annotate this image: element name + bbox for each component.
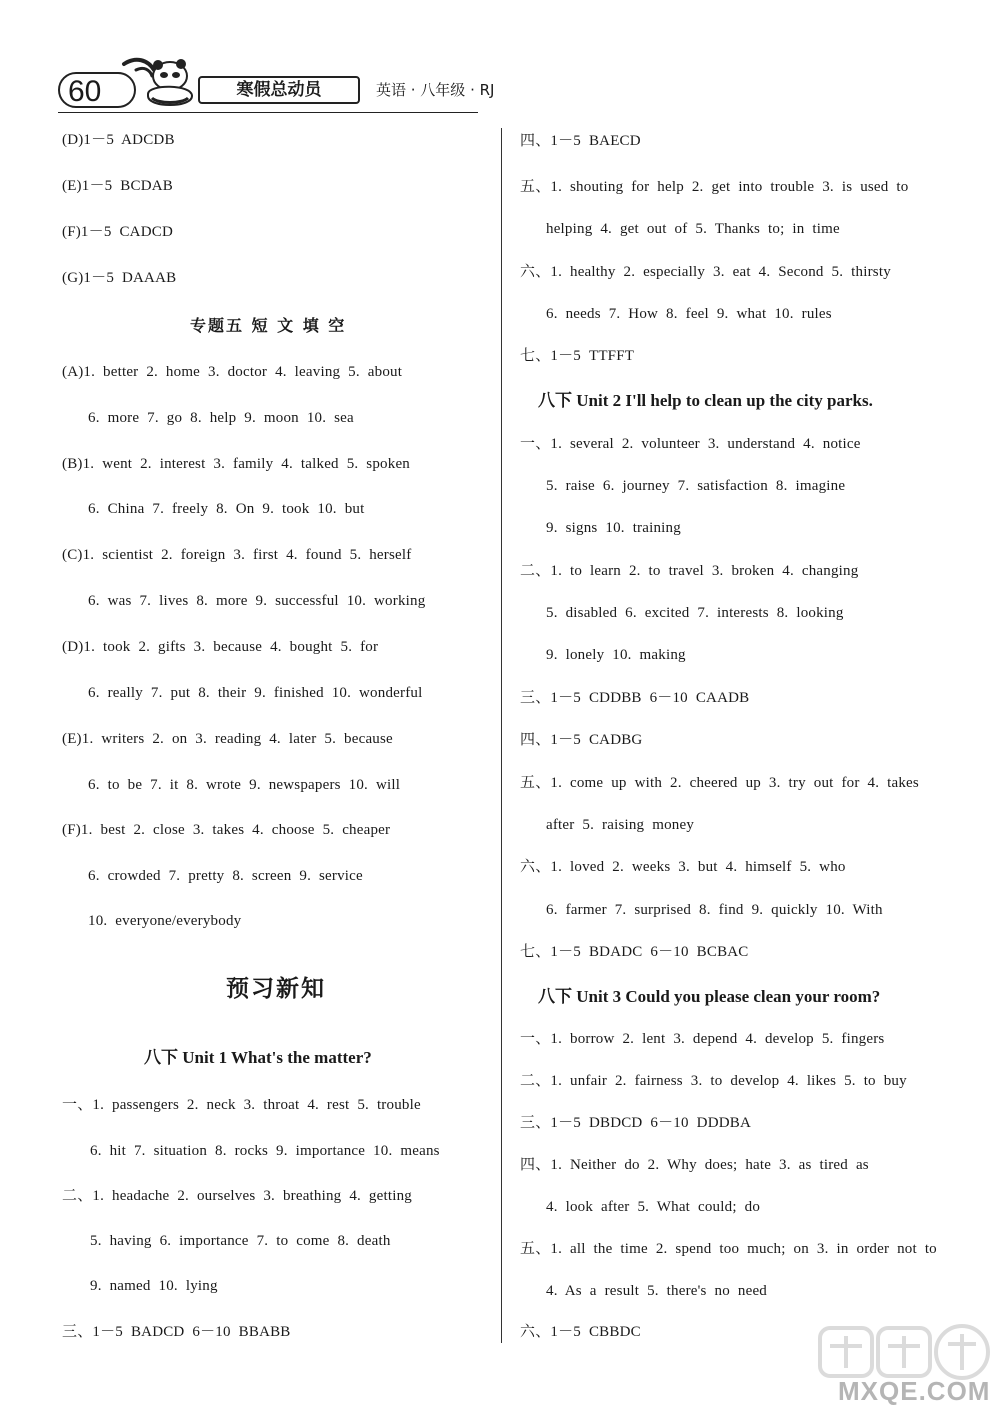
column-divider [501, 128, 502, 1343]
right-answer-line: 9. lonely 10. making [546, 647, 686, 663]
left-answer-line: (C)1. scientist 2. foreign 3. first 4. found 5. herself [62, 547, 412, 563]
left-answer-line: (F)1－5 CADCD [62, 224, 173, 240]
right-answer-line: 4. As a result 5. there's no need [546, 1283, 768, 1299]
right-answer-line: 四、1－5 BAECD [520, 133, 641, 149]
left-answer-line: 5. having 6. importance 7. to come 8. death [90, 1233, 391, 1249]
right-answer-line: 一、1. borrow 2. lent 3. depend 4. develop 5. fingers [520, 1031, 885, 1047]
left-section-heading: 专题五 短 文 填 空 [190, 316, 347, 335]
left-answer-line: (E)1. writers 2. on 3. reading 4. later 5. because [62, 731, 393, 747]
right-answer-line: 六、1. loved 2. weeks 3. but 4. himself 5. who [520, 859, 846, 875]
left-answer-line: (D)1. took 2. gifts 3. because 4. bought 5. for [62, 639, 379, 655]
left-answer-line: (G)1－5 DAAAB [62, 270, 177, 286]
left-answer-line: 6. hit 7. situation 8. rocks 9. importance 10. means [90, 1143, 440, 1159]
right-answer-line: 9. signs 10. training [546, 520, 681, 536]
right-answer-line: 七、1－5 TTFFT [520, 348, 635, 364]
right-answer-line: 一、1. several 2. volunteer 3. understand 4. notice [520, 436, 861, 452]
left-answer-line: 9. named 10. lying [90, 1278, 218, 1294]
left-answer-line: 二、1. headache 2. ourselves 3. breathing 4. getting [62, 1188, 412, 1204]
left-answer-line: 一、1. passengers 2. neck 3. throat 4. rest 5. trouble [62, 1097, 421, 1113]
left-answer-line: (F)1. best 2. close 3. takes 4. choose 5. cheaper [62, 822, 391, 838]
right-answer-line: 七、1－5 BDADC 6－10 BCBAC [520, 944, 749, 960]
right-answer-line: 5. disabled 6. excited 7. interests 8. looking [546, 605, 844, 621]
left-answer-line: (B)1. went 2. interest 3. family 4. talked 5. spoken [62, 456, 411, 472]
left-answer-line: 6. more 7. go 8. help 9. moon 10. sea [88, 410, 354, 426]
panda-mascot-icon [118, 54, 198, 112]
page-header [58, 66, 495, 112]
right-answer-line: 六、1－5 CBBDC [520, 1324, 641, 1340]
right-answer-line: 三、1－5 DBDCD 6－10 DDDBA [520, 1115, 751, 1131]
right-answer-line: 五、1. come up with 2. cheered up 3. try out for 4. takes [520, 775, 919, 791]
right-answer-line: 三、1－5 CDDBB 6－10 CAADB [520, 690, 750, 706]
right-section-heading: 八下 Unit 3 Could you please clean your room? [538, 987, 881, 1006]
right-answer-line: 二、1. to learn 2. to travel 3. broken 4. changing [520, 563, 859, 579]
left-answer-line: 10. everyone/everybody [88, 913, 242, 929]
left-answer-line: (D)1－5 ADCDB [62, 132, 175, 148]
left-answer-line: 6. was 7. lives 8. more 9. successful 10. working [88, 593, 426, 609]
right-answer-line: 5. raise 6. journey 7. satisfaction 8. imagine [546, 478, 846, 494]
right-answer-line: 四、1－5 CADBG [520, 732, 643, 748]
watermark-url: MXQE.COM [838, 1376, 991, 1406]
left-answer-line: 6. crowded 7. pretty 8. screen 9. service [88, 868, 363, 884]
left-answer-line: (A)1. better 2. home 3. doctor 4. leaving 5. about [62, 364, 403, 380]
right-answer-line: after 5. raising money [546, 817, 695, 833]
page-number: 60 [58, 72, 136, 108]
subject-label: 英语 · 八年级 · RJ [376, 81, 495, 99]
right-answer-line: 6. needs 7. How 8. feel 9. what 10. rules [546, 306, 832, 322]
left-section-heading: 预习新知 [226, 976, 326, 1002]
left-answer-line: 6. China 7. freely 8. On 9. took 10. but [88, 501, 365, 517]
left-answer-line: 6. to be 7. it 8. wrote 9. newspapers 10. will [88, 777, 401, 793]
right-answer-line: 4. look after 5. What could; do [546, 1199, 761, 1215]
right-section-heading: 八下 Unit 2 I'll help to clean up the city parks. [538, 391, 873, 410]
right-answer-line: helping 4. get out of 5. Thanks to; in time [546, 221, 840, 237]
right-answer-line: 五、1. shouting for help 2. get into trouble 3. is used to [520, 179, 909, 195]
header-rule [58, 112, 478, 113]
right-answer-line: 6. farmer 7. surprised 8. find 9. quickly 10. With [546, 902, 883, 918]
left-answer-line: 6. really 7. put 8. their 9. finished 10. wonderful [88, 685, 423, 701]
right-answer-line: 六、1. healthy 2. especially 3. eat 4. Second 5. thirsty [520, 264, 891, 280]
left-section-heading: 八下 Unit 1 What's the matter? [144, 1048, 372, 1067]
right-answer-line: 二、1. unfair 2. fairness 3. to develop 4. likes 5. to buy [520, 1073, 907, 1089]
book-title: 寒假总动员 [198, 76, 360, 104]
right-answer-line: 五、1. all the time 2. spend too much; on 3. in order not to [520, 1241, 937, 1257]
left-answer-line: (E)1－5 BCDAB [62, 178, 173, 194]
left-answer-line: 三、1－5 BADCD 6－10 BBABB [62, 1324, 291, 1340]
right-answer-line: 四、1. Neither do 2. Why does; hate 3. as tired as [520, 1157, 869, 1173]
